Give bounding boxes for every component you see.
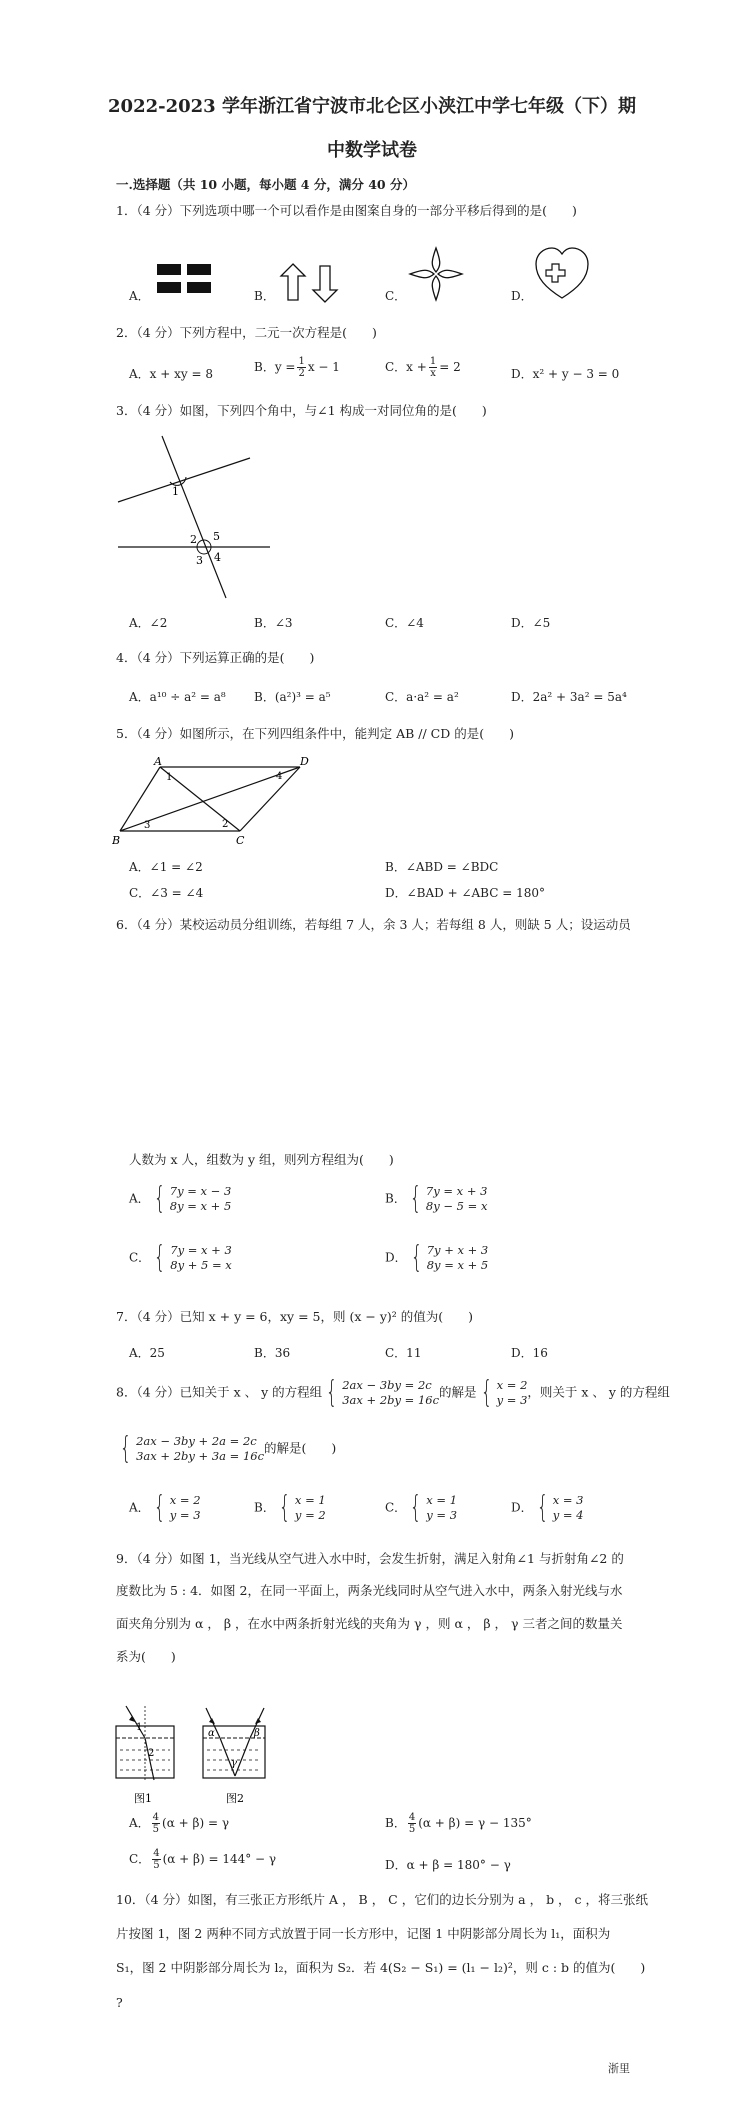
q4-option-d: D．2a² + 3a² = 5a⁴	[511, 690, 627, 704]
q3-option-a: A．∠2	[129, 616, 168, 630]
q6-stem-continued: 人数为 x 人，组数为 y 组，则列方程组为( )	[129, 1152, 394, 1167]
q7-option-b: B．36	[254, 1346, 291, 1360]
q9-option-c: C． $\frac{4}{5}$ (α + β) = 144° − γ	[129, 1848, 277, 1871]
q5-label-a: A	[154, 755, 162, 768]
q3-angle-label-2: 2	[190, 533, 197, 546]
q5-option-c: C．∠3 = ∠4	[129, 886, 204, 900]
q8-option-b: B． { x = 1 y = 2	[254, 1490, 326, 1525]
q3-stem: 3．（4 分）如图，下列四个角中，与∠1 构成一对同位角的是( )	[116, 403, 487, 418]
q2-option-d: D．x² + y − 3 = 0	[511, 367, 620, 381]
q5-label-3: 3	[144, 820, 151, 831]
q7-stem: 7．（4 分）已知 x + y = 6，xy = 5，则 (x − y)² 的值为( )	[116, 1309, 473, 1324]
paper-title-line1: 2022-2023 学年浙江省宁波市北仑区小浃江中学七年级（下）期	[108, 96, 636, 117]
q2-b-fraction: $\frac{1}{2}$	[298, 356, 305, 379]
q8-solution: { x = 2 y = 3	[480, 1375, 528, 1410]
q3-angle-label-1: 1	[172, 485, 179, 498]
q5-label-c: C	[236, 834, 245, 847]
q6-option-a: A． { 7y = x − 3 8y = x + 5	[129, 1181, 232, 1216]
q1-option-b: B．	[254, 289, 275, 303]
q9-stem-line1: 9．（4 分）如图 1，当光线从空气进入水中时，会发生折射，满足入射角∠1 与折射角∠2 的	[116, 1551, 624, 1566]
q9-option-a: A． $\frac{4}{5}$ (α + β) = γ	[129, 1812, 229, 1835]
q9-fig2-alpha: α	[208, 1728, 215, 1739]
q1-figure-c	[408, 246, 464, 302]
q9-fig2-caption: 图2	[226, 1792, 244, 1805]
q3-option-d: D．∠5	[511, 616, 551, 630]
q9-option-b: B． $\frac{4}{5}$ (α + β) = γ − 135°	[385, 1812, 532, 1835]
q3-angle-label-4: 4	[214, 551, 221, 564]
q2-option-b: B．y = $\frac{1}{2}$ x − 1	[254, 356, 340, 379]
q1-option-c: C．	[385, 289, 407, 303]
q2-option-c: C．x + $\frac{1}{x}$ = 2	[385, 356, 461, 379]
q1-figure-b	[279, 262, 339, 304]
q9-stem-line4: 系为( )	[116, 1649, 176, 1664]
q5-option-d: D．∠BAD + ∠ABC = 180°	[385, 886, 545, 900]
q9-fig1-angle-1: 1	[136, 1722, 143, 1733]
q1-figure-a	[155, 262, 215, 302]
q9-figures	[108, 1700, 288, 1810]
q1-option-a: A．	[129, 289, 150, 303]
q2-option-a: A．x + xy = 8	[129, 367, 213, 381]
q8-stem: 8．（4 分）已知关于 x 、 y 的方程组 { 2ax − 3by = 2c 3ax + 2by = 16c 的解是 { x = 2 y = 3 ，则关于 x 、 y 的方程组	[116, 1375, 670, 1410]
q4-option-b: B．(a²)³ = a⁵	[254, 690, 331, 704]
q9-fig2-gamma: γ	[231, 1758, 237, 1769]
q5-label-b: B	[112, 834, 121, 847]
q8-option-a: A． { x = 2 y = 3	[129, 1490, 201, 1525]
q5-option-a: A．∠1 = ∠2	[129, 860, 203, 874]
q7-option-d: D．16	[511, 1346, 548, 1360]
q3-option-b: B．∠3	[254, 616, 293, 630]
q1-option-d: D．	[511, 289, 533, 303]
q9-stem-line2: 度数比为 5 : 4．如图 2，在同一平面上，两条光线同时从空气进入水中，两条入射光线与水	[116, 1583, 623, 1598]
q10-stem-line4: ?	[116, 1995, 123, 2010]
q1-stem: 1．（4 分）下列选项中哪一个可以看作是由图案自身的一部分平移后得到的是( )	[116, 203, 577, 218]
q5-label-d: D	[300, 755, 309, 768]
q2-c-fraction: $\frac{1}{x}$	[429, 356, 437, 379]
q8-system-2: { 2ax − 3by + 2a = 2c 3ax + 2by + 3a = 16c	[119, 1431, 265, 1466]
q10-stem-line2: 片按图 1，图 2 两种不同方式放置于同一长方形中，记图 1 中阴影部分周长为 l₁，面积为	[116, 1926, 611, 1941]
q10-stem-line1: 10．（4 分）如图，有三张正方形纸片 A ， B ， C ，它们的边长分别为 a ， b ， c ，将三张纸	[116, 1892, 648, 1907]
q9-option-d: D．α + β = 180° − γ	[385, 1858, 511, 1872]
q9-fig1-angle-2: 2	[148, 1748, 155, 1759]
q1-figure-d	[532, 244, 592, 302]
q6-option-d: D． { 7y + x + 3 8y = x + 5	[385, 1240, 489, 1275]
q8-stem-continued: { 2ax − 3by + 2a = 2c 3ax + 2by + 3a = 16c 的解是( )	[116, 1434, 336, 1464]
page-footer: 浙里	[608, 2062, 630, 2075]
q3-figure	[110, 430, 280, 600]
q6-stem: 6．（4 分）某校运动员分组训练，若每组 7 人，余 3 人；若每组 8 人，则缺 5 人；设运动员	[116, 917, 631, 932]
q5-label-2: 2	[222, 819, 229, 830]
q8-system-1: { 2ax − 3by = 2c 3ax + 2by = 16c	[325, 1375, 440, 1410]
q4-stem: 4．（4 分）下列运算正确的是( )	[116, 650, 315, 665]
q5-option-b: B．∠ABD = ∠BDC	[385, 860, 499, 874]
q9-stem-line3: 面夹角分别为 α ， β ，在水中两条折射光线的夹角为 γ ，则 α ， β ， γ 三者之间的数量关	[116, 1616, 623, 1631]
q6-option-c: C． { 7y = x + 3 8y + 5 = x	[129, 1240, 232, 1275]
q5-figure	[112, 755, 312, 847]
q9-fig1-caption: 图1	[134, 1792, 152, 1805]
q7-option-c: C．11	[385, 1346, 422, 1360]
q7-option-a: A．25	[129, 1346, 165, 1360]
q6-option-b: B． { 7y = x + 3 8y − 5 = x	[385, 1181, 488, 1216]
section-heading: 一.选择题（共 10 小题，每小题 4 分，满分 40 分）	[116, 177, 415, 192]
q10-stem-line3: S₁，图 2 中阴影部分周长为 l₂，面积为 S₂．若 4(S₂ − S₁) = (l₁ − l₂)²，则 c : b 的值为( )	[116, 1960, 646, 1975]
q5-stem: 5．（4 分）如图所示，在下列四组条件中，能判定 AB // CD 的是( )	[116, 726, 514, 741]
q4-option-a: A．a¹⁰ ÷ a² = a⁸	[129, 690, 226, 704]
q3-angle-label-5: 5	[213, 530, 220, 543]
q3-option-c: C．∠4	[385, 616, 424, 630]
q8-option-d: D． { x = 3 y = 4	[511, 1490, 584, 1525]
q9-fig2-beta: β	[254, 1728, 260, 1739]
q3-angle-label-3: 3	[196, 554, 203, 567]
q8-option-c: C． { x = 1 y = 3	[385, 1490, 458, 1525]
q4-option-c: C．a·a² = a²	[385, 690, 459, 704]
q2-stem: 2．（4 分）下列方程中，二元一次方程是( )	[116, 325, 377, 340]
q5-label-1: 1	[166, 772, 173, 783]
q5-label-4: 4	[276, 771, 283, 782]
paper-title-line2: 中数学试卷	[327, 140, 417, 161]
